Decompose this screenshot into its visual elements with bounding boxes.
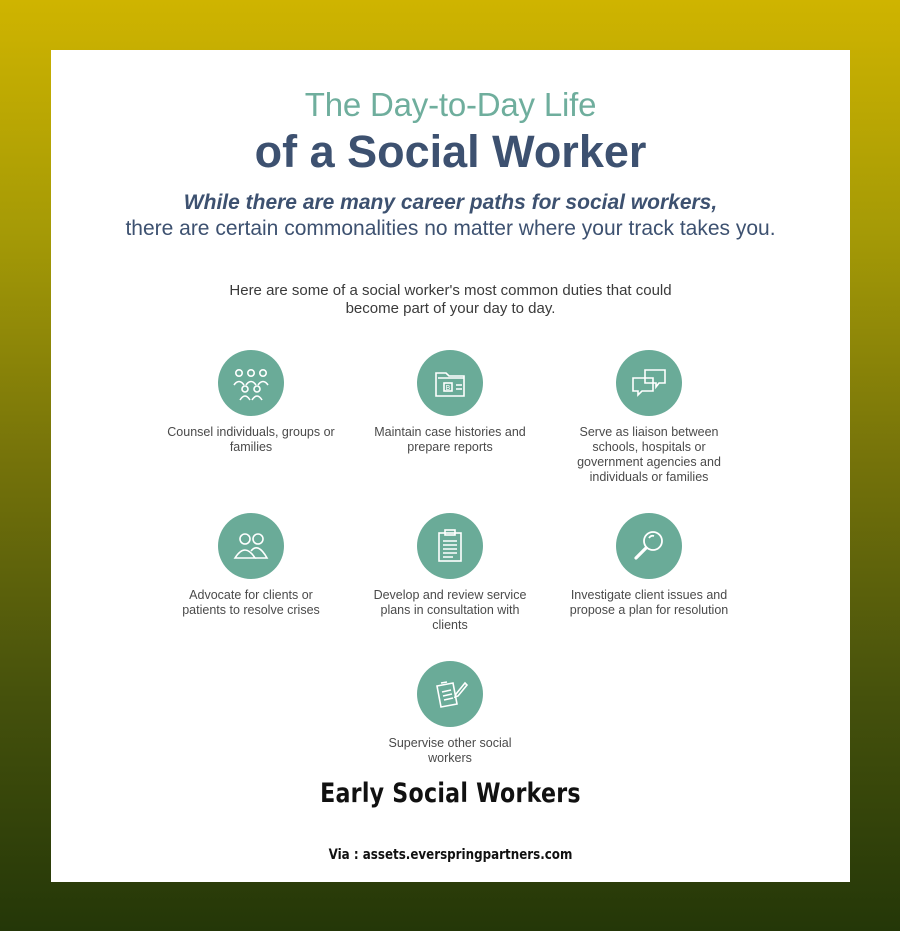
source-credit: Via : assets.everspringpartners.com [328, 847, 573, 863]
caption: Early Social Workers [320, 778, 581, 809]
duty-service-plans [365, 513, 535, 633]
duty-label: Maintain case histories and prepare reports [374, 425, 526, 454]
folder-icon [417, 350, 483, 416]
duty-label: Counsel individuals, groups or families [167, 425, 335, 454]
magnifier-icon [616, 513, 682, 579]
chat-bubbles-icon [616, 350, 682, 416]
documents-pen-icon [417, 661, 483, 727]
people-icon [218, 513, 284, 579]
duty-label: Supervise other social workers [388, 736, 512, 765]
intro-emphasis: While there are many career paths for social workers, [183, 191, 718, 214]
intro-rest: there are certain commonalities no matter where your track takes you. [125, 217, 776, 240]
duty-investigate [564, 513, 734, 618]
duty-label: Develop and review service plans in consultation with clients [373, 588, 527, 632]
title-line-2: of a Social Worker [254, 126, 647, 177]
duty-label: Serve as liaison between schools, hospitals or government agencies and individuals or families [577, 425, 721, 484]
duty-case-histories [365, 350, 535, 455]
duty-liaison [564, 350, 734, 485]
subtitle: Here are some of a social worker's most common duties that could become part of your day to day. [229, 282, 672, 317]
duty-supervise [365, 661, 535, 766]
duty-label: Advocate for clients or patients to resolve crises [182, 588, 320, 617]
duty-advocate [166, 513, 336, 618]
infographic-card [51, 50, 850, 882]
intro-text [111, 190, 790, 242]
duty-counsel [166, 350, 336, 455]
group-icon [218, 350, 284, 416]
svg-text:B: B [445, 384, 451, 392]
title-line-1: The Day-to-Day Life [304, 86, 597, 123]
clipboard-icon [417, 513, 483, 579]
duty-label: Investigate client issues and propose a plan for resolution [569, 588, 729, 617]
